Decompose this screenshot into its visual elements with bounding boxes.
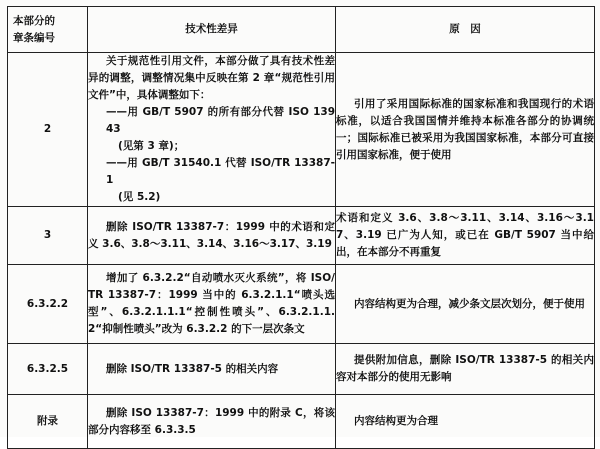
technical-difference	[88, 395, 336, 449]
difference-intro: 关于规范性引用文件，本部分做了具有技术性差异的调整，调整情况集中反映在第 2 章“规范性引用文件”中，具体调整如下：	[88, 55, 335, 101]
difference-item-1-note: (见第 3 章)；	[118, 140, 185, 152]
technical-difference	[88, 207, 336, 265]
clause-number: 6.3.2.2	[8, 265, 88, 344]
reason-text: 术语和定义 3.6、3.8～3.11、3.14、3.16～3.17、3.19 已广为人知，或已在 GB/T 5907 当中给出，在本部分不再重复	[336, 212, 594, 258]
table-row	[8, 395, 595, 449]
reason	[336, 395, 595, 449]
difference-text: 删除 ISO/TR 13387-7：1999 中的术语和定义 3.6、3.8～3.11、3.14、3.16～3.17、3.19	[88, 220, 335, 250]
reason-text: 引用了采用国际标准的国家标准和我国现行的术语标准，以适合我国国情并维持本标准各部分的协调统一；国际标准已被采用为我国国家标准，本部分可直接引用国家标准，便于使用	[336, 97, 594, 161]
table-row	[8, 207, 595, 265]
difference-item-2-note: (见 5.2)	[118, 191, 161, 203]
header-reason: 原 因	[336, 7, 595, 53]
clause-number: 2	[8, 53, 88, 207]
table-row	[8, 53, 595, 207]
reason	[336, 207, 595, 265]
difference-text: 增加了 6.3.2.2“自动喷水灭火系统”，将 ISO/TR 13387-7：1999 当中的 6.3.2.1.1“喷头选型”、6.3.2.1.1.1“控制性喷头”、6.3.2.1.1.2“抑制性喷头”改为 6.3.2.2 的下一层次条文	[88, 272, 335, 335]
technical-differences-table	[7, 6, 595, 449]
technical-difference	[88, 265, 336, 344]
reason	[336, 265, 595, 344]
clause-number: 3	[8, 207, 88, 265]
difference-item-1: ——用 GB/T 5907 的所有部分代替 ISO 13943	[106, 106, 335, 135]
reason	[336, 344, 595, 395]
technical-difference	[88, 344, 336, 395]
table-header-row	[8, 7, 595, 53]
difference-item-2: ——用 GB/T 31540.1 代替 ISO/TR 13387-1	[106, 157, 335, 186]
table-row	[8, 265, 595, 344]
difference-text: 删除 ISO/TR 13387-5 的相关内容	[106, 362, 279, 375]
reason	[336, 53, 595, 207]
reason-text: 内容结构更为合理，减少条文层次划分，便于使用	[354, 297, 585, 310]
header-clause-number	[8, 7, 88, 53]
reason-text: 内容结构更为合理	[354, 415, 438, 427]
clause-number: 6.3.2.5	[8, 344, 88, 395]
header-technical-difference: 技术性差异	[88, 7, 336, 53]
header-clause-line2: 章条编号	[13, 31, 55, 44]
reason-text: 提供附加信息，删除 ISO/TR 13387-5 的相关内容对本部分的使用无影响	[336, 354, 594, 383]
clause-number: 附录	[8, 395, 88, 449]
difference-text: 删除 ISO 13387-7：1999 中的附录 C，将该部分内容移至 6.3.3.5	[88, 406, 335, 436]
table-row	[8, 344, 595, 395]
technical-difference	[88, 53, 336, 207]
header-clause-line1: 本部分的	[13, 14, 55, 27]
